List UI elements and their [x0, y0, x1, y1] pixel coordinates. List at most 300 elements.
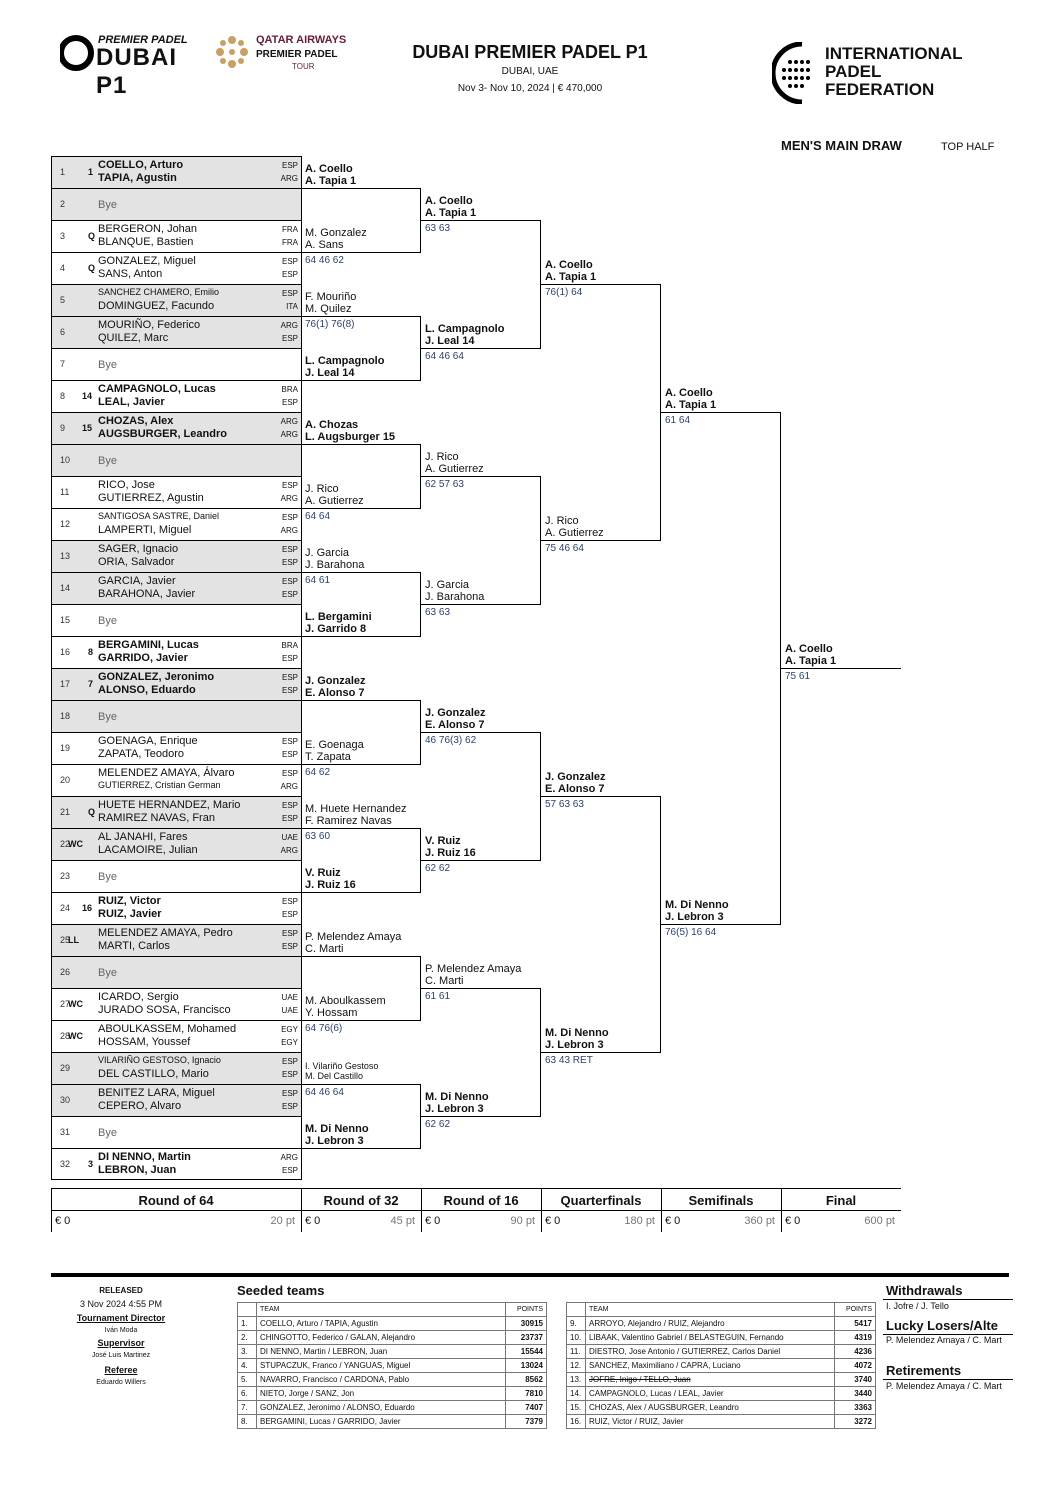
td-name: Iván Moda: [104, 1327, 138, 1334]
team-player-1: M. Huete Hernandez: [305, 803, 407, 815]
seed-row: [567, 1401, 876, 1415]
bracket-line: [301, 188, 421, 189]
bracket-left-border: [301, 156, 302, 1180]
seed-row: [238, 1387, 547, 1401]
seed-team: CAMPAGNOLO, Lucas / LEAL, Javier: [586, 1387, 835, 1401]
position-number: 28: [60, 1031, 71, 1041]
player-1-country: ARG: [280, 417, 298, 426]
draw-position: [51, 764, 301, 796]
player-2-name: DOMINGUEZ, Facundo: [98, 300, 215, 312]
position-number: 4: [60, 263, 66, 273]
position-number: 16: [60, 647, 71, 657]
player-1-country: ESP: [281, 577, 298, 586]
bracket-line: [541, 284, 661, 285]
seed-label: WC: [68, 1031, 83, 1041]
draw-position: [51, 604, 301, 636]
match-score: 64 64: [305, 511, 331, 522]
team-player-2: J. Leal 14: [425, 335, 475, 347]
team-player-1: M. Di Nenno: [545, 1027, 609, 1039]
match-score: 63 63: [425, 223, 451, 234]
seed-points: 4072: [835, 1359, 876, 1373]
seed-row: [238, 1345, 547, 1359]
team-player-2: E. Alonso 7: [425, 719, 485, 731]
position-number: 21: [60, 807, 71, 817]
player-1-name: VILARIÑO GESTOSO, Ignacio: [98, 1055, 221, 1065]
team-player-2: Y. Hossam: [305, 1007, 358, 1019]
position-number: 22: [60, 839, 71, 849]
player-1-country: FRA: [282, 225, 298, 234]
referee-name: Eduardo Willers: [96, 1379, 146, 1386]
player-1-name: BERGERON, Johan: [98, 223, 198, 235]
position-number: 14: [60, 583, 71, 593]
seed-points: 7810: [506, 1387, 547, 1401]
position-number: 25: [60, 935, 71, 945]
seed-number: 6.: [238, 1387, 257, 1401]
match-score: 62 62: [425, 1119, 451, 1130]
team-player-1: A. Coello: [785, 643, 833, 655]
seed-number: 2.: [238, 1331, 257, 1345]
bye-label: Bye: [98, 615, 117, 627]
player-2-country: EGY: [281, 1038, 298, 1047]
team-player-2: A. Tapia 1: [665, 399, 717, 411]
position-number: 26: [60, 967, 71, 977]
team-player-1: J. Garcia: [425, 579, 470, 591]
team-col-header: TEAM: [586, 1303, 835, 1317]
seed-label: 14: [82, 391, 93, 401]
position-number: 23: [60, 871, 71, 881]
team-player-2: J. Ruiz 16: [425, 847, 476, 859]
draw-position: [51, 188, 301, 220]
seed-points: 3363: [835, 1401, 876, 1415]
team-player-2: J. Leal 14: [305, 367, 355, 379]
player-2-name: ORIA, Salvador: [98, 556, 175, 568]
team-player-1: I. Vilariño Gestoso: [305, 1061, 379, 1071]
seed-row: [238, 1317, 547, 1331]
player-2-country: ESP: [281, 1102, 298, 1111]
bracket-line: [541, 796, 661, 797]
position-number: 31: [60, 1127, 71, 1137]
position-number: 10: [60, 455, 71, 465]
player-2-name: GARRIDO, Javier: [98, 652, 188, 664]
round-prize: € 0: [55, 1215, 71, 1227]
player-1-name: MOURIÑO, Federico: [98, 319, 201, 331]
seed-points: 3740: [835, 1373, 876, 1387]
draw-position: [51, 156, 301, 188]
draw-position: [51, 348, 301, 380]
draw-position: [51, 1116, 301, 1148]
player-1-name: BERGAMINI, Lucas: [98, 639, 199, 651]
bracket-line: [421, 988, 541, 989]
seed-number: 13.: [567, 1373, 586, 1387]
bye-label: Bye: [98, 711, 117, 723]
bye-label: Bye: [98, 455, 117, 467]
player-2-country: ARG: [280, 430, 298, 439]
seed-label: WC: [68, 999, 83, 1009]
player-1-name: GARCIA, Javier: [98, 575, 176, 587]
seed-points: 3272: [835, 1415, 876, 1429]
seed-label: Q: [88, 263, 96, 273]
team-player-1: M. Aboulkassem: [305, 995, 386, 1007]
position-number: 27: [60, 999, 71, 1009]
player-1-name: RUIZ, Victor: [98, 895, 161, 907]
player-1-country: UAE: [281, 833, 298, 842]
position-number: 7: [60, 359, 66, 369]
player-1-country: BRA: [281, 641, 298, 650]
player-2-country: ESP: [281, 814, 298, 823]
position-number: 5: [60, 295, 66, 305]
sponsor-logo-line2: PREMIER PADEL: [256, 49, 338, 60]
team-player-1: A. Coello: [665, 387, 713, 399]
bracket-line: [301, 1084, 421, 1085]
seed-label: WC: [68, 839, 83, 849]
player-2-name: LACAMOIRE, Julian: [98, 844, 198, 856]
bracket-line: [301, 636, 421, 637]
seed-label: 16: [82, 903, 93, 913]
round-points: 360 pt: [744, 1215, 775, 1227]
match-score: 75 61: [785, 671, 811, 682]
seed-team: STUPACZUK, Franco / YANGUAS, Miguel: [257, 1359, 506, 1373]
seed-row: [567, 1373, 876, 1387]
team-player-2: A. Gutierrez: [425, 463, 484, 475]
lucky-losers-title: Lucky Losers/Alte: [886, 1318, 998, 1333]
seed-team: NIETO, Jorge / SANZ, Jon: [257, 1387, 506, 1401]
draw-position: [51, 220, 301, 252]
position-number: 30: [60, 1095, 71, 1105]
bracket-line: [301, 1148, 421, 1149]
seed-number: 1.: [238, 1317, 257, 1331]
bracket-line: [421, 220, 541, 221]
player-2-name: HOSSAM, Youssef: [98, 1036, 191, 1048]
player-2-country: ESP: [281, 1070, 298, 1079]
team-player-2: A. Tapia 1: [305, 175, 357, 187]
seed-number: 5.: [238, 1373, 257, 1387]
seed-row: [567, 1387, 876, 1401]
draw-position: [51, 252, 301, 284]
player-2-country: ARG: [280, 846, 298, 855]
tournament-location: DUBAI, UAE: [501, 66, 559, 77]
team-player-2: J. Garrido 8: [305, 623, 367, 635]
position-number: 8: [60, 391, 66, 401]
seed-number: 10.: [567, 1331, 586, 1345]
position-number: 15: [60, 615, 71, 625]
seed-number: 7.: [238, 1401, 257, 1415]
round-points: 90 pt: [510, 1215, 535, 1227]
round-prize: € 0: [665, 1215, 681, 1227]
player-2-name: CEPERO, Alvaro: [98, 1100, 182, 1112]
bracket-line: [421, 476, 541, 477]
draw-position: [51, 636, 301, 668]
player-1-name: GOENAGA, Enrique: [98, 735, 198, 747]
seed-points: 4236: [835, 1345, 876, 1359]
withdrawals-title: Withdrawals: [886, 1283, 963, 1298]
federation-line2: PADEL: [825, 62, 882, 81]
match-score: 61 64: [665, 415, 691, 426]
team-player-1: F. Mouriño: [305, 291, 357, 303]
position-number: 19: [60, 743, 71, 753]
bracket-line: [421, 1116, 541, 1117]
seed-team: DIESTRO, Jose Antonio / GUTIERREZ, Carlos Daniel: [586, 1345, 835, 1359]
draw-position: [51, 988, 301, 1020]
team-player-2: A. Tapia 1: [425, 207, 477, 219]
player-1-country: UAE: [281, 993, 298, 1002]
team-player-2: A. Gutierrez: [545, 527, 604, 539]
round-points: 20 pt: [270, 1215, 295, 1227]
player-2-country: ARG: [280, 782, 298, 791]
bracket-line: [301, 700, 421, 701]
seed-points: 23737: [506, 1331, 547, 1345]
player-2-country: ITA: [286, 302, 298, 311]
team-player-1: M. Di Nenno: [665, 899, 729, 911]
draw-position: [51, 476, 301, 508]
team-player-1: J. Gonzalez: [425, 707, 486, 719]
team-player-1: A. Chozas: [305, 419, 359, 431]
team-player-1: J. Rico: [545, 515, 579, 527]
player-1-name: MELENDEZ AMAYA, Álvaro: [98, 767, 235, 779]
player-2-country: ESP: [281, 910, 298, 919]
bracket-line: [781, 668, 901, 669]
player-1-name: GONZALEZ, Miguel: [98, 255, 196, 267]
position-number: 3: [60, 231, 66, 241]
seed-team: NAVARRO, Francisco / CARDONA, Pablo: [257, 1373, 506, 1387]
player-2-name: LAMPERTI, Miguel: [98, 524, 192, 536]
team-col-header: TEAM: [257, 1303, 506, 1317]
withdrawals-entry: I. Jofre / J. Tello: [886, 1301, 949, 1311]
team-player-2: J. Barahona: [305, 559, 365, 571]
seed-team: JOFRE, Inigo / TELLO, Juan: [586, 1373, 835, 1387]
bracket-line: [661, 412, 781, 413]
seed-team: GONZALEZ, Jeronimo / ALONSO, Eduardo: [257, 1401, 506, 1415]
points-col-header: POINTS: [835, 1303, 876, 1317]
player-2-name: ZAPATA, Teodoro: [98, 748, 185, 760]
team-player-2: J. Lebron 3: [305, 1135, 364, 1147]
bracket-line: [421, 732, 541, 733]
player-1-name: DI NENNO, Martin: [98, 1151, 191, 1163]
seed-team: CHINGOTTO, Federico / GALAN, Alejandro: [257, 1331, 506, 1345]
seed-row: [567, 1331, 876, 1345]
team-player-2: J. Lebron 3: [425, 1103, 484, 1115]
seed-label: 8: [88, 647, 94, 657]
draw-position: [51, 508, 301, 540]
seed-number: 11.: [567, 1345, 586, 1359]
position-number: 2: [60, 199, 66, 209]
team-player-2: A. Tapia 1: [545, 271, 597, 283]
round-row-mid: [51, 1210, 901, 1211]
team-player-2: J. Barahona: [425, 591, 485, 603]
player-2-country: ARG: [280, 494, 298, 503]
player-1-country: ARG: [280, 1153, 298, 1162]
match-score: 76(1) 76(8): [305, 319, 355, 330]
player-2-name: GUTIERREZ, Agustin: [98, 492, 204, 504]
player-2-country: ESP: [281, 270, 298, 279]
team-player-1: A. Coello: [425, 195, 473, 207]
footer-divider: [51, 1273, 1009, 1277]
seeded-teams-table-right: [566, 1302, 876, 1429]
bracket-line: [301, 956, 421, 957]
team-player-2: C. Marti: [425, 975, 464, 987]
player-2-name: RUIZ, Javier: [98, 908, 162, 920]
draw-position: [51, 796, 301, 828]
seed-points: 8562: [506, 1373, 547, 1387]
position-number: 29: [60, 1063, 71, 1073]
player-1-country: ESP: [281, 1057, 298, 1066]
position-number: 9: [60, 423, 66, 433]
match-score: 75 46 64: [545, 543, 584, 554]
match-score: 61 61: [425, 991, 451, 1002]
draw-position: [51, 284, 301, 316]
seed-label: 7: [88, 679, 94, 689]
referee-label: Referee: [104, 1365, 138, 1375]
seed-points: 13024: [506, 1359, 547, 1373]
team-player-2: M. Del Castillo: [305, 1071, 364, 1081]
player-2-name: BARAHONA, Javier: [98, 588, 196, 600]
seed-number: 14.: [567, 1387, 586, 1401]
player-1-country: ESP: [281, 801, 298, 810]
match-score: 64 61: [305, 575, 331, 586]
player-2-name: GUTIERREZ, Cristian German: [98, 780, 221, 790]
player-2-name: QUILEZ, Marc: [98, 332, 169, 344]
position-number: 24: [60, 903, 71, 913]
draw-position: [51, 316, 301, 348]
seed-row: [567, 1359, 876, 1373]
player-1-name: BENITEZ LARA, Miguel: [98, 1087, 215, 1099]
bye-label: Bye: [98, 199, 117, 211]
ball-dots-icon: [772, 42, 820, 104]
player-1-name: MELENDEZ AMAYA, Pedro: [98, 927, 233, 939]
team-player-2: J. Ruiz 16: [305, 879, 356, 891]
bracket-line: [301, 444, 421, 445]
round-row-top: [51, 1188, 901, 1189]
bye-label: Bye: [98, 871, 117, 883]
player-1-name: HUETE HERNANDEZ, Mario: [98, 799, 241, 811]
match-score: 76(5) 16 64: [665, 927, 717, 938]
draw-position: [51, 956, 301, 988]
seed-team: SANCHEZ, Maximiliano / CAPRA, Luciano: [586, 1359, 835, 1373]
round-name: Round of 16: [443, 1193, 519, 1208]
player-2-name: BLANQUE, Bastien: [98, 236, 194, 248]
draw-position: [51, 1084, 301, 1116]
team-player-2: E. Alonso 7: [545, 783, 605, 795]
team-player-2: L. Augsburger 15: [305, 431, 396, 443]
position-number: 11: [60, 487, 70, 497]
seed-label: Q: [88, 807, 96, 817]
player-2-name: RAMIREZ NAVAS, Fran: [98, 812, 215, 824]
draw-position: [51, 668, 301, 700]
player-1-name: ICARDO, Sergio: [98, 991, 179, 1003]
player-1-country: BRA: [281, 385, 298, 394]
team-player-2: T. Zapata: [305, 751, 351, 763]
round-prize: € 0: [785, 1215, 801, 1227]
player-2-country: ESP: [281, 942, 298, 951]
seed-team: ARROYO, Alejandro / RUIZ, Alejandro: [586, 1317, 835, 1331]
team-player-1: V. Ruiz: [425, 835, 461, 847]
draw-position: [51, 380, 301, 412]
sponsor-logo-line3: TOUR: [292, 62, 315, 71]
seed-number: 8.: [238, 1415, 257, 1429]
withdrawals-divider: [883, 1299, 1013, 1300]
player-2-country: ESP: [281, 398, 298, 407]
player-1-name: SANCHEZ CHAMERO, Emilio: [98, 287, 220, 297]
td-label: Tournament Director: [76, 1313, 166, 1323]
sponsor-logo-line1: QATAR AIRWAYS: [256, 34, 347, 46]
seed-row: [238, 1415, 547, 1429]
player-1-name: CHOZAS, Alex: [98, 415, 174, 427]
seed-row: [238, 1373, 547, 1387]
player-1-name: SAGER, Ignacio: [98, 543, 179, 555]
round-name: Round of 64: [138, 1193, 214, 1208]
draw-position: [51, 860, 301, 892]
bye-label: Bye: [98, 1127, 117, 1139]
draw-position: [51, 572, 301, 604]
bracket-line: [301, 892, 421, 893]
released-time: 3 Nov 2024 4:55 PM: [79, 1299, 163, 1309]
player-2-country: ARG: [280, 174, 298, 183]
team-player-2: F. Ramirez Navas: [305, 815, 392, 827]
round-points: 600 pt: [864, 1215, 895, 1227]
seed-number: 3.: [238, 1345, 257, 1359]
team-player-2: C. Marti: [305, 943, 344, 955]
round-points: 180 pt: [624, 1215, 655, 1227]
seed-row: [238, 1401, 547, 1415]
draw-title: MEN'S MAIN DRAW: [781, 138, 902, 153]
team-player-1: J. Garcia: [305, 547, 350, 559]
seeded-teams-title: Seeded teams: [237, 1283, 325, 1298]
player-1-name: COELLO, Arturo: [98, 159, 184, 171]
bracket-line: [301, 316, 421, 317]
match-score: 64 62: [305, 767, 331, 778]
draw-position: [51, 1148, 301, 1180]
player-2-country: ESP: [281, 590, 298, 599]
supervisor-name: José Luis Martinez: [91, 1352, 151, 1359]
player-1-name: AL JANAHI, Fares: [98, 831, 188, 843]
seed-points: 3440: [835, 1387, 876, 1401]
team-player-1: J. Rico: [305, 483, 339, 495]
premier-padel-icon: [60, 34, 100, 72]
round-name: Quarterfinals: [560, 1193, 642, 1208]
draw-position: [51, 1052, 301, 1084]
draw-position: [51, 1020, 301, 1052]
player-2-country: ARG: [280, 526, 298, 535]
position-number: 13: [60, 551, 71, 561]
bracket-line: [301, 764, 421, 765]
player-1-country: ESP: [281, 257, 298, 266]
team-player-1: A. Coello: [305, 163, 353, 175]
player-1-country: ESP: [281, 897, 298, 906]
seed-label: 3: [88, 1159, 94, 1169]
match-score: 76(1) 64: [545, 287, 583, 298]
draw-position: [51, 828, 301, 860]
seed-number: 16.: [567, 1415, 586, 1429]
player-1-country: ARG: [280, 321, 298, 330]
flower-icon: [214, 34, 250, 70]
lucky-losers-entry: P. Melendez Amaya / C. Mart: [886, 1335, 1002, 1345]
tournament-title: DUBAI PREMIER PADEL P1: [412, 42, 648, 62]
seed-team: COELLO, Arturo / TAPIA, Agustin: [257, 1317, 506, 1331]
player-2-name: LEBRON, Juan: [98, 1164, 177, 1176]
match-score: 64 46 64: [305, 1087, 344, 1098]
released-label: RELEASED: [99, 1286, 143, 1295]
seed-points: 15544: [506, 1345, 547, 1359]
bracket-line: [301, 828, 421, 829]
match-score: 63 43 RET: [545, 1055, 593, 1066]
bracket-line: [301, 572, 421, 573]
event-logo-line1: PREMIER PADEL: [98, 34, 188, 46]
team-player-1: P. Melendez Amaya: [425, 963, 522, 975]
team-player-2: A. Sans: [305, 239, 344, 251]
player-1-country: ESP: [281, 161, 298, 170]
seed-team: LIBAAK, Valentino Gabriel / BELASTEGUIN, Fernando: [586, 1331, 835, 1345]
seed-row: [567, 1345, 876, 1359]
player-1-country: ESP: [281, 769, 298, 778]
